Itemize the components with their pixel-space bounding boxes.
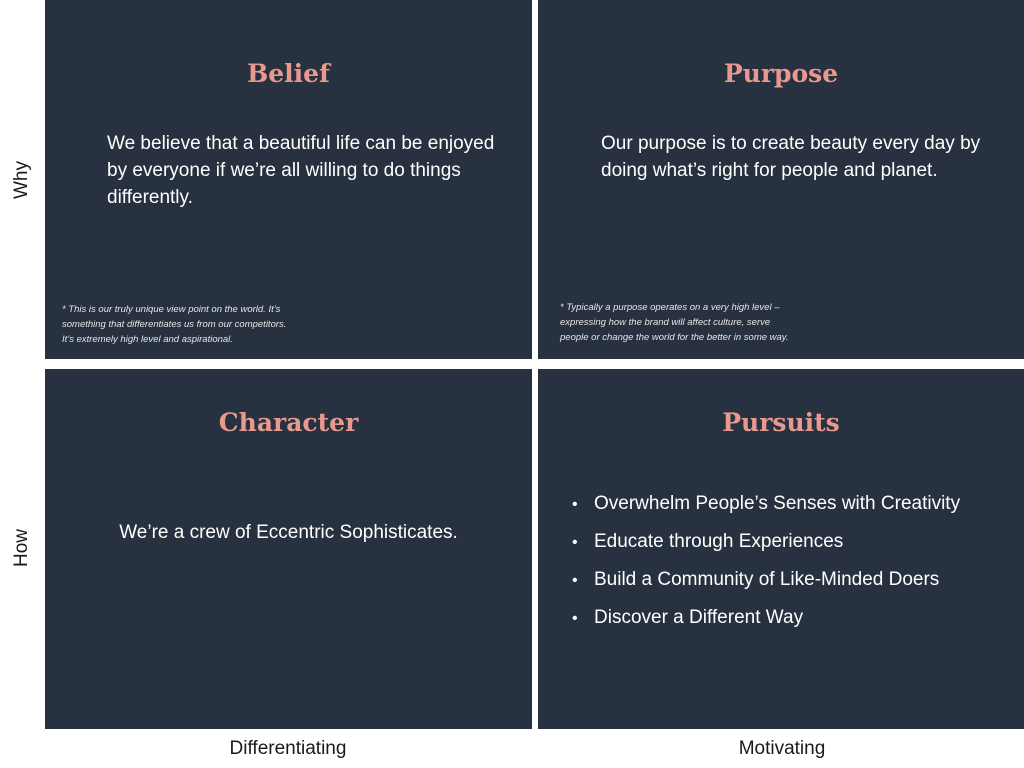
quadrant-purpose — [538, 0, 1024, 359]
quadrant-title-pursuits: Pursuits — [722, 408, 840, 437]
pursuit-label: Overwhelm People’s Senses with Creativity — [594, 493, 961, 514]
pursuits-list — [572, 489, 960, 641]
pursuit-label: Educate through Experiences — [594, 531, 844, 552]
bullet-icon: • — [572, 534, 578, 551]
purpose-footnote-line: * Typically a purpose operates on a very high level – — [560, 302, 780, 313]
bullet-icon: • — [572, 496, 578, 513]
pursuit-item — [572, 527, 960, 565]
quadrant-character — [45, 369, 532, 729]
quadrant-title-belief: Belief — [247, 59, 330, 88]
belief-footnote-line: * This is our truly unique view point on the world. It’s — [62, 304, 281, 315]
pursuit-item — [572, 565, 960, 603]
belief-footnote — [62, 302, 352, 347]
axis-label-motivating: Motivating — [738, 738, 826, 759]
purpose-footnote — [560, 300, 845, 345]
purpose-footnote-line: expressing how the brand will affect culture, serve — [560, 317, 771, 328]
axis-label-why: Why — [11, 161, 32, 199]
quadrant-title-purpose: Purpose — [723, 59, 839, 88]
quadrant-pursuits — [538, 369, 1024, 729]
axis-label-differentiating: Differentiating — [229, 738, 347, 759]
bullet-icon: • — [572, 572, 578, 589]
bullet-icon: • — [572, 610, 578, 627]
belief-statement: We believe that a beautiful life can be enjoyed by everyone if we’re all willing to do things differently. — [107, 133, 495, 208]
pursuit-item — [572, 603, 960, 641]
belief-footnote-line: It’s extremely high level and aspirational. — [62, 334, 233, 345]
pursuit-item — [572, 489, 960, 527]
purpose-statement: Our purpose is to create beauty every day by doing what’s right for people and planet. — [601, 133, 981, 181]
axis-label-how: How — [11, 528, 32, 568]
quadrant-belief — [45, 0, 532, 359]
pursuit-label: Discover a Different Way — [594, 607, 804, 628]
character-statement: We’re a crew of Eccentric Sophisticates. — [119, 522, 458, 543]
purpose-footnote-line: people or change the world for the better in some way. — [560, 332, 789, 343]
belief-footnote-line: something that differentiates us from our competitors. — [62, 319, 287, 330]
quadrant-title-character: Character — [218, 408, 359, 437]
pursuit-label: Build a Community of Like-Minded Doers — [594, 569, 940, 590]
